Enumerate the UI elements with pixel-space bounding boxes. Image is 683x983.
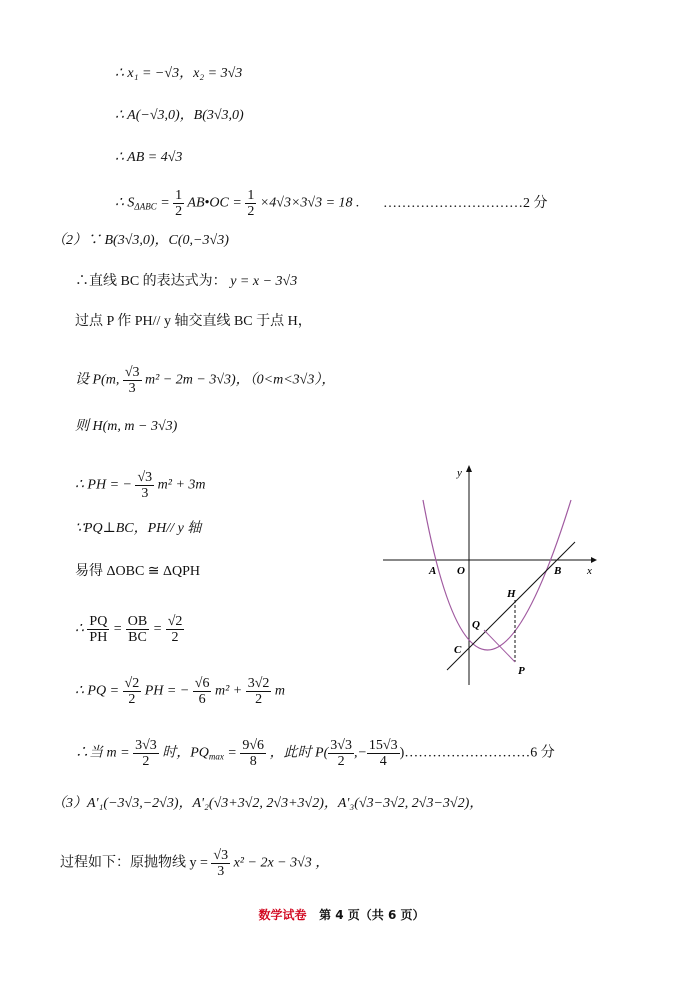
segment-pq [484, 630, 515, 662]
pq-pre: ∴ PQ = [75, 683, 120, 699]
ph-pre: ∴ PH = − [75, 477, 132, 493]
frac-den: 2 [142, 754, 150, 769]
similar-text: 易得 ΔOBC ≅ ΔQPH [75, 564, 201, 579]
area-result: ×4√3×3√3 = 18 . [259, 195, 360, 211]
frac-sqrt3-over-3c [211, 848, 230, 879]
frac-den: 2 [337, 754, 345, 769]
frac-num: PQ [89, 614, 108, 629]
frac-den: 3 [217, 864, 225, 879]
page-footer [0, 906, 683, 923]
line-ratio: ∴ $\frac{PQ}{PH}$ = $\frac{OB}{BC}$ = $\frac{√2}{2}$ [75, 614, 183, 645]
h-point-text: 则 H(m, m − 3√3) [75, 419, 178, 434]
line-bc [447, 542, 575, 670]
frac-den: 2 [175, 204, 183, 219]
frac-den: 2 [171, 630, 179, 645]
bc-formula: y = x − 3√3 [230, 274, 298, 289]
label-q: Q [472, 619, 480, 631]
process-pre: 过程如下：原抛物线 y = [60, 855, 208, 871]
line-area: ∴ $S_{\Delta ABC}$ = $\frac{1}{2}$ AB•OC = $\frac{1}{2}$ ×4√3×3√3 = 18 . …………………………2 分 [115, 188, 548, 219]
frac-num: √6 [194, 676, 210, 691]
frac-den: 2 [255, 692, 263, 707]
pq-mid: PH = − [144, 683, 190, 699]
frac-den: 3 [128, 381, 136, 396]
footer-subject: 数学试卷 [258, 908, 307, 922]
line-ph-length [75, 470, 206, 501]
line-ab-length [115, 149, 182, 167]
set-p-pre: 设 P(m, [75, 372, 120, 388]
pq-end: m [274, 683, 286, 699]
frac-sqrt2-over-2 [166, 614, 185, 645]
max-when: ∴当 m = [75, 745, 130, 761]
y-axis-arrow [466, 465, 472, 472]
footer-page-number: 第 4 页（共 6 页） [319, 908, 425, 922]
frac-num: 9√6 [242, 738, 265, 753]
frac-sqrt6-over-6 [193, 676, 212, 707]
frac-num: 1 [175, 188, 183, 203]
line-process [60, 848, 329, 879]
area-subscript: ΔABC [134, 201, 157, 212]
frac-num: 1 [247, 188, 255, 203]
frac-den: 3 [141, 486, 149, 501]
frac-den: 2 [128, 692, 136, 707]
line-points-ab [115, 107, 244, 125]
part2-given: （2）∵ B(3√3,0)，C(0,−3√3) [52, 233, 229, 248]
max-pq: 时，PQ [162, 745, 209, 761]
points-ab-text: ∴ A(−√3,0)，B(3√3,0) [115, 108, 244, 123]
set-p-post: m² − 2m − 3√3)，（0<m<3√3）， [145, 372, 336, 388]
frac-py [367, 738, 400, 769]
label-p: P [518, 665, 525, 677]
line-perp [75, 520, 201, 538]
frac-sqrt3-over-3b [135, 470, 154, 501]
frac-m-value [133, 738, 159, 769]
perp-text: ∵PQ⊥BC，PH// y 轴 [75, 521, 202, 536]
part3-line [52, 795, 483, 813]
frac-num: √2 [167, 614, 183, 629]
frac-den: PH [89, 630, 108, 645]
area-ab-oc: AB•OC = [187, 195, 242, 211]
label-h: H [507, 588, 516, 600]
area-s: ∴ S [115, 195, 135, 211]
frac-half [173, 188, 184, 219]
line-h-point [75, 418, 177, 436]
frac-num: OB [127, 614, 148, 629]
ab-length-text: ∴ AB = 4√3 [115, 150, 183, 165]
frac-px [328, 738, 354, 769]
frac-ob-bc [126, 614, 149, 645]
frac-den: BC [128, 630, 147, 645]
frac-num: 15√3 [368, 738, 398, 753]
frac-pqmax [240, 738, 266, 769]
frac-den: 8 [249, 754, 257, 769]
line-construct-ph [75, 313, 312, 331]
frac-num: 3√2 [247, 676, 270, 691]
parabola-curve [423, 500, 571, 650]
parabola-graph [383, 460, 603, 690]
line-set-p [75, 365, 335, 396]
frac-num: √3 [137, 470, 153, 485]
pq-mid2: m² + [214, 683, 243, 699]
x-roots-text: ∴ x₁ = −√3，x₂ = 3√3 [115, 66, 243, 81]
construct-ph-text: 过点 P 作 PH// y 轴交直线 BC 于点 H， [75, 314, 312, 329]
line-similar [75, 563, 200, 581]
score-6: )………………………6 分 [399, 745, 555, 761]
max-eq: = [227, 745, 237, 761]
x-axis-label: x [587, 565, 592, 577]
frac-pq-ph [87, 614, 109, 645]
frac-num: √2 [124, 676, 140, 691]
y-axis-label: y [457, 467, 462, 479]
frac-sqrt3-over-3 [123, 365, 142, 396]
part2-heading [52, 232, 229, 250]
ratio-therefore: ∴ [75, 621, 84, 637]
frac-den: 2 [247, 204, 255, 219]
frac-num: √3 [213, 848, 229, 863]
frac-num: 3√3 [330, 738, 352, 753]
label-c: C [454, 644, 462, 656]
frac-den: 6 [198, 692, 206, 707]
bc-label: ∴直线 BC 的表达式为： [75, 274, 227, 289]
frac-den: 4 [379, 754, 387, 769]
x-axis-arrow [591, 557, 597, 563]
frac-sqrt2-over-2b [123, 676, 142, 707]
label-b: B [554, 565, 562, 577]
line-bc-expression [75, 273, 297, 291]
line-max: ∴当 m = $\frac{3√3}{2}$ 时，$PQ_{max}$ = $\frac{9√6}{8}$ ，此时 P( $\frac{3√3}{2}$ ,− $\frac{15√3}{4}$ )………………………6 分 [75, 738, 555, 769]
frac-3sqrt2-over-2 [246, 676, 272, 707]
frac-num: 3√3 [135, 738, 157, 753]
score-2: …………………………2 分 [383, 195, 548, 211]
line-x-roots [115, 65, 242, 83]
frac-half-2 [245, 188, 256, 219]
frac-num: √3 [124, 365, 140, 380]
process-post: x² − 2x − 3√3 ， [233, 855, 330, 871]
label-a: A [429, 565, 437, 577]
max-subscript: max [208, 751, 224, 762]
ph-post: m² + 3m [157, 477, 206, 493]
label-o: O [457, 565, 465, 577]
part3-text: （3）A'₁(−3√3,−2√3)，A'₂(√3+3√2, 2√3+3√2)，A'₃(√3−3√2, 2√3−3√2)， [52, 796, 484, 811]
max-then: ，此时 P( [269, 745, 329, 761]
line-pq-expression [75, 676, 285, 707]
